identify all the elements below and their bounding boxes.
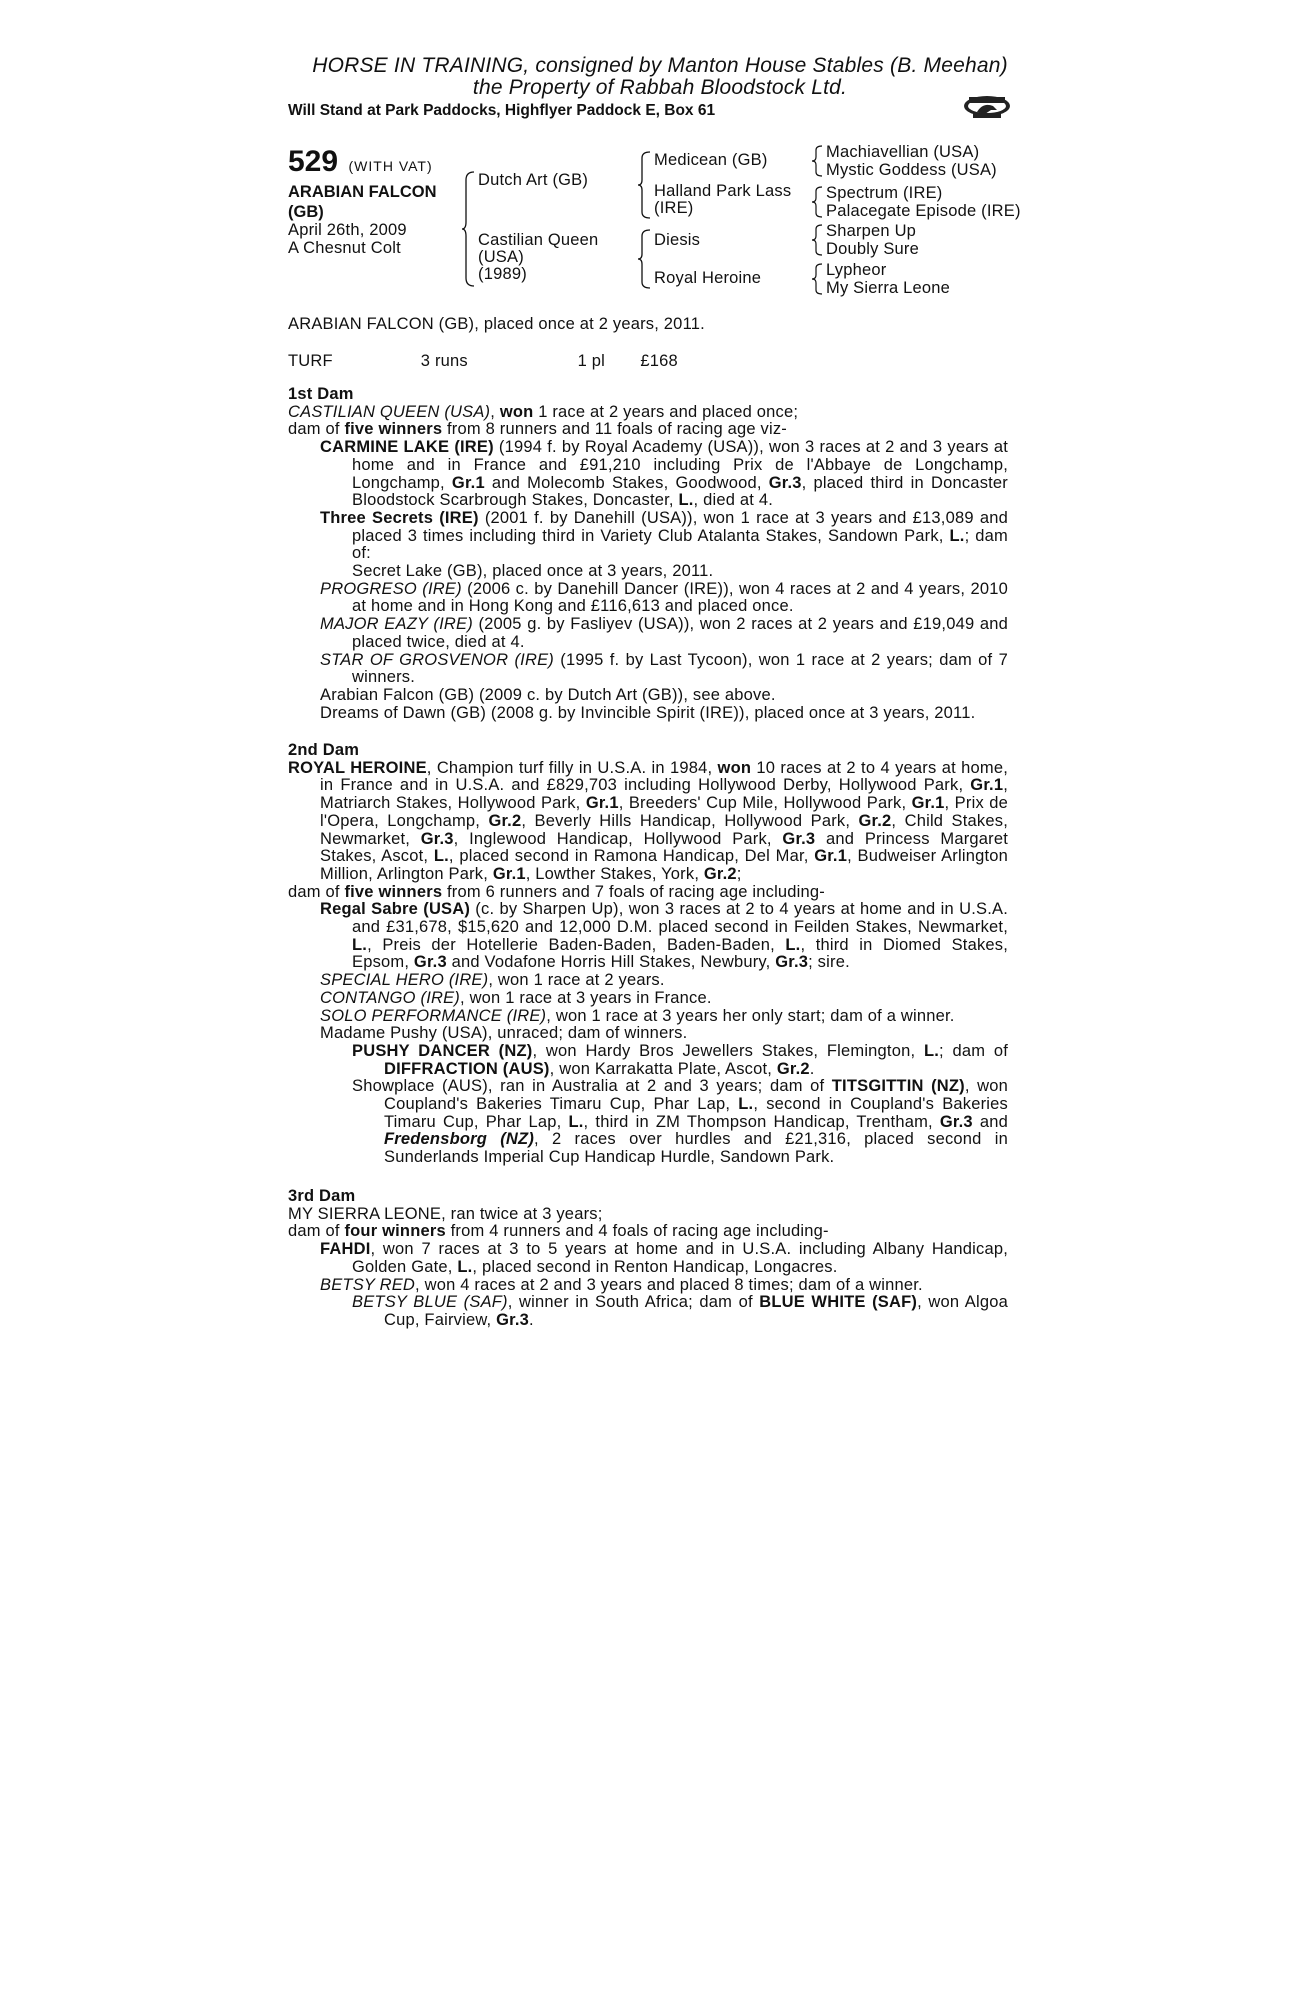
produce-carmine-lake: CARMINE LAKE (IRE) (1994 f. by Royal Academy (USA)), won 3 races at 2 and 3 years at home and in France and £91,210 including Prix de l'Abbaye de Longchamp, Longchamp, Gr.1 and Molecomb Stakes, Goodwood, Gr.3, placed third in Doncaster Bloodstock Scarbrough Stakes, Doncaster, L., died at 4. (320, 438, 1008, 510)
pedigree-sds: Spectrum (IRE) (826, 184, 943, 202)
pedigree-sire-dam-line2: (IRE) (654, 199, 694, 217)
foaling-date: April 26th, 2009 (288, 221, 407, 239)
stabling-line: Will Stand at Park Paddocks, Highflyer Paddock E, Box 61 (288, 102, 716, 119)
pedigree-dam-sire: Diesis (654, 231, 701, 249)
record-earnings: £168 (640, 352, 678, 370)
produce-three-secrets: Three Secrets (IRE) (2001 f. by Danehill (USA)), won 1 race at 3 years and £13,089 and placed 3 times including third in Variety Club Atalanta Stakes, Sandown Park, L.; dam of: (320, 508, 1008, 563)
produce-special-hero: SPECIAL HERO (IRE), won 1 race at 2 years. (320, 971, 665, 990)
third-dam-intro: MY SIERRA LEONE, ran twice at 3 years; (288, 1204, 603, 1223)
pedigree-dds: Lypheor (826, 261, 887, 279)
pedigree-sdd: Palacegate Episode (IRE) (826, 202, 1021, 220)
produce-betsy-blue: BETSY BLUE (SAF), winner in South Africa; dam of BLUE WHITE (SAF), won Algoa Cup, Fairview, Gr.3. (352, 1293, 1008, 1329)
pedigree-sss: Machiavellian (USA) (826, 143, 980, 161)
record-placings: 1 pl (577, 352, 605, 370)
pedigree-dam-line2: (USA) (478, 248, 524, 266)
vat-label: (WITH VAT) (348, 158, 433, 174)
pedigree-dss: Sharpen Up (826, 222, 917, 240)
produce-star-of-grosvenor: STAR OF GROSVENOR (IRE) (1995 f. by Last Tycoon), won 1 race at 2 years; dam of 7 winners. (320, 650, 1008, 687)
second-dam-produce-summary: dam of five winners from 6 runners and 7 foals of racing age including- (288, 882, 825, 901)
first-dam-heading: 1st Dam (288, 385, 354, 403)
race-summary: ARABIAN FALCON (GB), placed once at 2 years, 2011. (288, 315, 705, 333)
pedigree-dam (478, 232, 598, 283)
pedigree-brace-gen1 (462, 170, 476, 288)
pedigree-sire-dam (654, 183, 791, 217)
pedigree-brace-sire (638, 150, 652, 220)
pedigree-sire-dam-line1: Halland Park Lass (654, 182, 792, 200)
produce-major-eazy: MAJOR EAZY (IRE) (2005 g. by Fasliyev (USA)), won 2 races at 2 years and £19,049 and placed twice, died at 4. (320, 615, 1008, 651)
produce-secret-lake: Secret Lake (GB), placed once at 3 years, 2011. (352, 562, 714, 581)
produce-regal-sabre: Regal Sabre (USA) (c. by Sharpen Up), won 3 races at 2 to 4 years at home and in U.S.A. and £31,678, $15,620 and 12,000 D.M. placed second in Feilden Stakes, Newmarket, L., Preis der Hotellerie Baden-Baden, Baden-Baden, L., third in Diomed Stakes, Epsom, Gr.3 and Vodafone Horris Hill Stakes, Newbury, Gr.3; sire. (320, 900, 1009, 972)
horse-name (288, 182, 468, 222)
pedigree-sire-sire: Medicean (GB) (654, 151, 768, 169)
race-record (288, 352, 678, 371)
second-dam-heading: 2nd Dam (288, 741, 360, 759)
record-runs: 3 runs (420, 352, 468, 370)
pedigree-brace-ss (812, 144, 824, 178)
owner-line: the Property of Rabbah Bloodstock Ltd. (472, 76, 848, 99)
produce-contango: CONTANGO (IRE), won 1 race at 3 years in France. (320, 988, 712, 1007)
pedigree-brace-dam (638, 228, 652, 290)
pedigree-dam-dam: Royal Heroine (654, 269, 762, 287)
pedigree-ssd: Mystic Goddess (USA) (826, 161, 997, 179)
pedigree-dsd: Doubly Sure (826, 240, 919, 258)
consignor-line: HORSE IN TRAINING, consigned by Manton House Stables (B. Meehan) (312, 54, 1008, 77)
pedigree-sire: Dutch Art (GB) (478, 171, 589, 189)
produce-progreso: PROGRESO (IRE) (2006 c. by Danehill Dancer (IRE)), won 4 races at 2 and 4 years, 2010 at home and in Hong Kong and £116,613 and placed once. (320, 579, 1008, 616)
pedigree-brace-sd (812, 185, 824, 219)
horse-sex: A Chesnut Colt (288, 239, 401, 257)
produce-madame-pushy: Madame Pushy (USA), unraced; dam of winners. (320, 1024, 688, 1043)
second-dam-section (288, 742, 1008, 1167)
produce-arabian-falcon: Arabian Falcon (GB) (2009 c. by Dutch Art (GB)), see above. (320, 685, 776, 704)
lot-number: 529 (288, 145, 339, 178)
second-dam-intro: ROYAL HEROINE, Champion turf filly in U.S.A. in 1984, won 10 races at 2 to 4 years at home, in France and in U.S.A. and £829,703 including Hollywood Derby, Hollywood Park, Gr.1, Matriarch Stakes, Hollywood Park, Gr.1, Breeders' Cup Mile, Hollywood Park, Gr.1, Prix de l'Opera, Longchamp, Gr.2, Beverly Hills Handicap, Hollywood Park, Gr.2, Child Stakes, Newmarket, Gr.3, Inglewood Handicap, Hollywood Park, Gr.3 and Princess Margaret Stakes, Ascot, L., placed second in Ramona Handicap, Del Mar, Gr.1, Budweiser Arlington Million, Arlington Park, Gr.1, Lowther Stakes, York, Gr.2; (288, 758, 1008, 883)
third-dam-section (288, 1188, 1008, 1330)
produce-betsy-red: BETSY RED, won 4 races at 2 and 3 years and placed 8 times; dam of a winner. (320, 1275, 923, 1294)
first-dam-produce-summary: dam of five winners from 8 runners and 11 foals of racing age viz- (288, 420, 787, 439)
horse-name-line1: ARABIAN FALCON (288, 183, 437, 201)
produce-showplace: Showplace (AUS), ran in Australia at 2 and 3 years; dam of TITSGITTIN (NZ), won Coupland's Bakeries Timaru Cup, Phar Lap, L., second in Coupland's Bakeries Timaru Cup, Phar Lap, L., third in ZM Thompson Handicap, Trentham, Gr.3 and Fredensborg (NZ), 2 races over hurdles and £21,316, placed second in Sunderlands Imperial Cup Handicap Hurdle, Sandown Park. (352, 1077, 1008, 1167)
record-surface: TURF (288, 352, 333, 370)
lot-block (288, 145, 433, 179)
first-dam-intro: CASTILIAN QUEEN (USA), won 1 race at 2 years and placed once; (288, 402, 799, 421)
pedigree-brace-ds (812, 223, 824, 257)
produce-dreams-of-dawn: Dreams of Dawn (GB) (2008 g. by Invincible Spirit (IRE)), placed once at 3 years, 2011. (320, 703, 976, 722)
third-dam-heading: 3rd Dam (288, 1187, 356, 1205)
pedigree-brace-dd (812, 262, 824, 296)
horse-name-line2: (GB) (288, 203, 324, 221)
pedigree-dam-line1: Castilian Queen (478, 231, 599, 249)
first-dam-section (288, 386, 1008, 722)
consignor-header (300, 55, 1020, 99)
produce-fahdi: FAHDI, won 7 races at 3 to 5 years at home and in U.S.A. including Albany Handicap, Golden Gate, L., placed second in Renton Handicap, Longacres. (320, 1240, 1008, 1276)
produce-pushy-dancer: PUSHY DANCER (NZ), won Hardy Bros Jewellers Stakes, Flemington, L.; dam of DIFFRACTION (AUS), won Karrakatta Plate, Ascot, Gr.2. (352, 1041, 1008, 1078)
sale-ring-logo-icon (963, 86, 1011, 126)
produce-solo-performance: SOLO PERFORMANCE (IRE), won 1 race at 3 years her only start; dam of a winner. (320, 1006, 955, 1025)
pedigree-ddd: My Sierra Leone (826, 279, 951, 297)
pedigree-dam-line3: (1989) (478, 265, 527, 283)
foaling-info (288, 221, 407, 257)
third-dam-produce-summary: dam of four winners from 4 runners and 4 foals of racing age including- (288, 1222, 829, 1241)
